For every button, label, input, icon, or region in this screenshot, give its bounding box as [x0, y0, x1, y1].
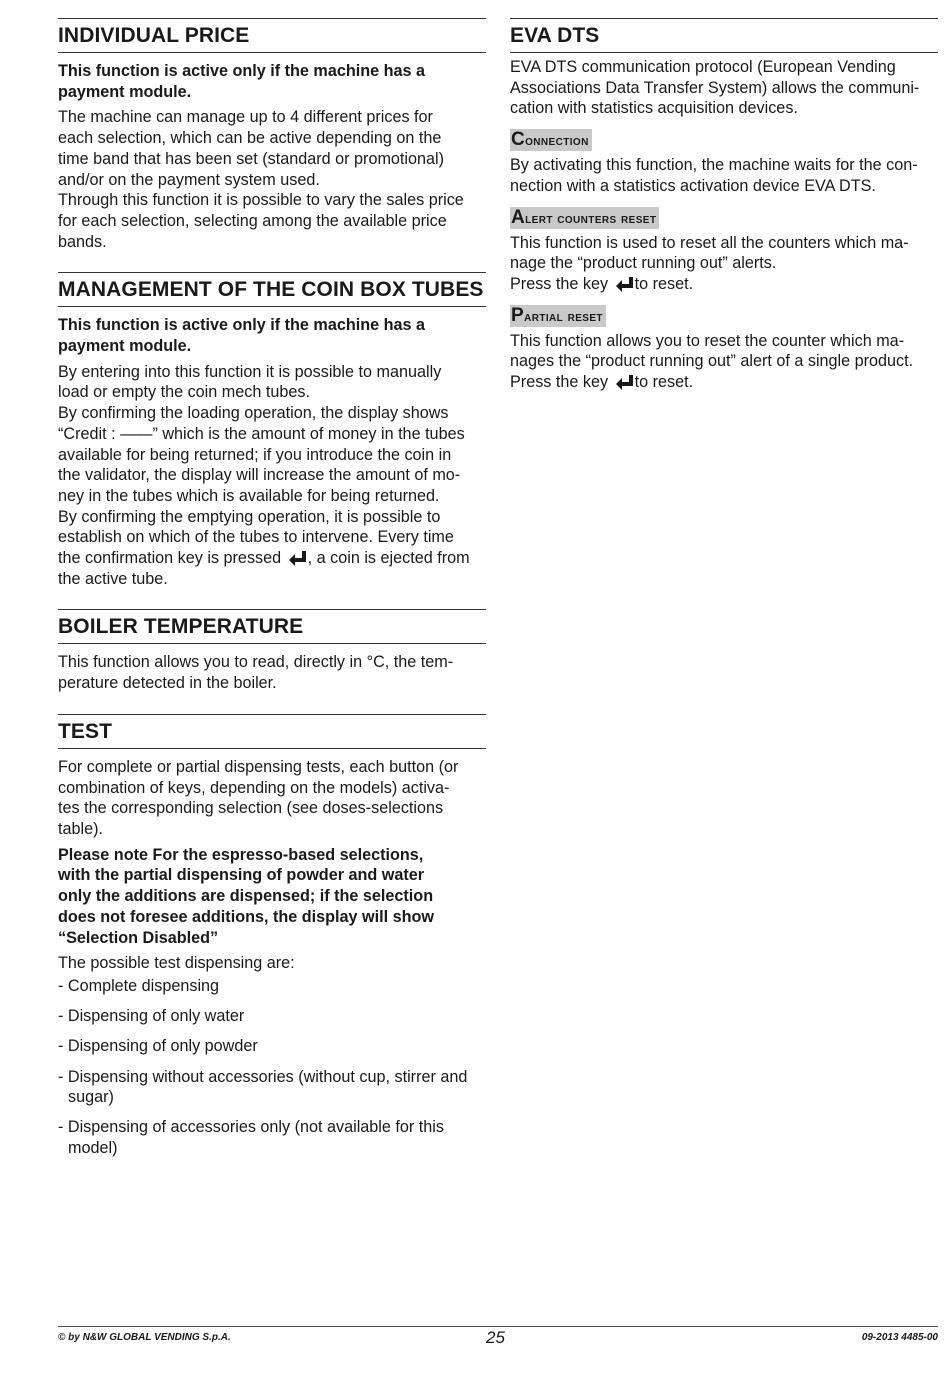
footer-copyright: © by N&W GLOBAL VENDING S.p.A. — [58, 1332, 231, 1343]
list-item: - Dispensing of only water — [58, 1007, 245, 1026]
test-dispensing-list — [58, 976, 486, 1159]
section-header — [58, 609, 486, 644]
list-item: - Dispensing of accessories only (not available for this model) — [58, 1118, 444, 1158]
page-number: 25 — [486, 1328, 505, 1347]
left-column — [58, 18, 486, 1179]
list-item: - Dispensing of only powder — [58, 1037, 258, 1056]
press-key-line: Press the key to reset. — [510, 373, 694, 392]
bold-note: Please note For the espresso-based selections, with the partial dispensing of powder and water only the additions are dispensed; if the selection does not foresee additions, the display will show “Selection Disabled” — [58, 845, 434, 947]
section-eva-dts — [510, 18, 938, 393]
alert-reset-body: This function is used to reset all the counters which ma- nage the “product running out” alerts. Press the key to reset. — [510, 233, 938, 295]
right-column — [510, 18, 938, 413]
section-coin-box-tubes — [58, 272, 486, 589]
section-test — [58, 714, 486, 1159]
section-individual-price — [58, 18, 486, 252]
partial-reset-body: This function allows you to reset the counter which ma- nages the “product running out” alert of a single product. Press the key to reset. — [510, 331, 938, 393]
list-item: - Dispensing without accessories (without cup, stirrer and sugar) — [58, 1067, 468, 1107]
section-header — [58, 272, 486, 307]
section-body: This function allows you to read, directly in °C, the tem- perature detected in the boiler. — [58, 653, 454, 693]
page-footer — [58, 1326, 938, 1351]
section-title: TEST — [58, 719, 113, 743]
subheading-partial-reset: Partial reset — [510, 305, 606, 327]
document-code: 09-2013 4485-00 — [861, 1332, 938, 1343]
section-boiler-temperature — [58, 609, 486, 693]
section-title: BOILER TEMPERATURE — [58, 615, 304, 639]
section-body: The machine can manage up to 4 different prices for each selection, which can be active depending on the time band that has been set (standard or promotional) and/or on the payment system used. Through this function it is possible to vary the sales price for each selection, selecting among the available price bands. — [58, 108, 464, 251]
list-intro: The possible test dispensing are: — [58, 954, 295, 973]
enter-key-icon — [615, 276, 633, 292]
connection-body: By activating this function, the machine waits for the con- nection with a statistics activation device EVA DTS. — [510, 156, 918, 195]
section-title: MANAGEMENT OF THE COIN BOX TUBES — [58, 278, 484, 302]
enter-key-icon — [615, 374, 633, 390]
section-body: By entering into this function it is possible to manually load or empty the coin mech tubes. By confirming the loading operation, the display shows “Credit : ——” which is the amount of money in the tubes available for being returned; if you introduce the coin in the validator, the display will increase the amount of mo- ney in the tubes which is available for being returned. By confirming the emptying operation, it is possible to establish on which of the tubes to intervene. Every time the confirmation key is pressed , a coin is ejected from the active tube. — [58, 362, 486, 590]
section-body: EVA DTS communication protocol (European Vending Associations Data Transfer System) allows the communi- cation with statistics acquisition devices. — [510, 58, 920, 118]
subheading-connection: Connection — [510, 129, 592, 151]
section-body: For complete or partial dispensing tests, each button (or combination of keys, depending on the models) activa- tes the corresponding selection (see doses-selections table). — [58, 757, 459, 838]
list-item: - Complete dispensing — [58, 976, 220, 995]
press-key-line: Press the key to reset. — [510, 274, 694, 293]
bold-intro: This function is active only if the machine has a payment module. — [58, 62, 426, 101]
section-title: EVA DTS — [510, 24, 600, 47]
section-header — [58, 714, 486, 749]
key-line: the confirmation key is pressed , a coin is ejected from — [58, 549, 470, 568]
section-title: INDIVIDUAL PRICE — [58, 24, 250, 47]
section-header — [510, 18, 938, 53]
bold-intro: This function is active only if the machine has a payment module. — [58, 316, 426, 356]
section-header — [58, 18, 486, 53]
subheading-alert-counters-reset: Alert counters reset — [510, 207, 659, 229]
enter-key-icon — [288, 550, 306, 566]
